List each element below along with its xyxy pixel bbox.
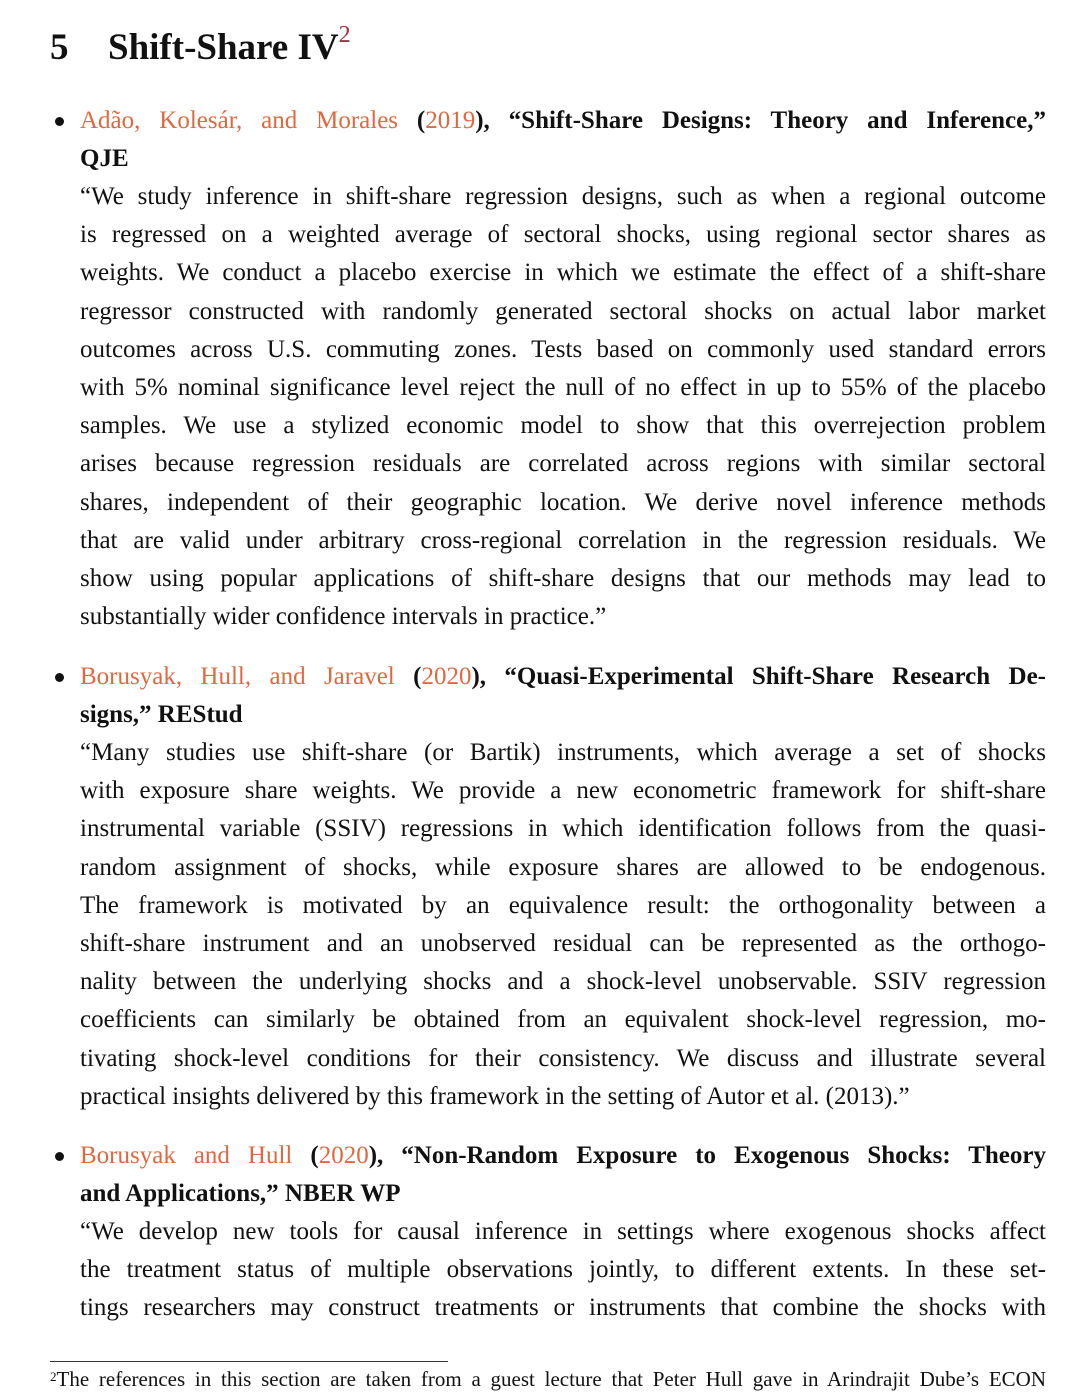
bullet-icon	[55, 673, 64, 682]
title-text: ), “Non-Random Exposure to Exogenous Shocks: Theory	[368, 1142, 1047, 1169]
abstract-line: is regressed on a weighted average of sectoral shocks, using regional sector shares as	[80, 221, 1046, 249]
abstract-line: weights. We conduct a placebo exercise in which we estimate the effect of a shift-share	[80, 259, 1046, 287]
authors-link[interactable]: Borusyak and Hull	[80, 1142, 293, 1169]
abstract-line: show using popular applications of shift-share designs that our methods may lead to	[80, 565, 1046, 592]
abstract-line: substantially wider confidence intervals in practice.”	[80, 603, 607, 631]
reference-header: Borusyak, Hull, and Jaravel (2020), “Quasi-Experimental Shift-Share Research De-	[80, 663, 1046, 690]
abstract-line: with exposure share weights. We provide a new econometric framework for shift-share	[80, 777, 1046, 805]
abstract-line: tings researchers may construct treatments or instruments that combine the shocks with	[80, 1294, 1046, 1322]
abstract-line: shift-share instrument and an unobserved residual can be represented as the orthogo-	[80, 930, 1046, 957]
year-link[interactable]: 2020	[421, 663, 472, 690]
bullet-icon	[55, 1152, 64, 1161]
title-text: ), “Quasi-Experimental Shift-Share Research De-	[471, 663, 1046, 690]
authors-link[interactable]: Borusyak, Hull, and Jaravel	[80, 663, 395, 690]
section-number: 5	[50, 27, 69, 68]
abstract-line: that are valid under arbitrary cross-regional correlation in the regression residuals. We	[80, 526, 1046, 554]
abstract-line: “Many studies use shift-share (or Bartik) instruments, which average a set of shocks	[80, 739, 1046, 766]
footnote-number: 2	[50, 1369, 57, 1384]
abstract-line: “We develop new tools for causal inference in settings where exogenous shocks affect	[80, 1218, 1046, 1245]
abstract-line: nality between the underlying shocks and a shock-level unobservable. SSIV regression	[80, 968, 1046, 996]
footnote-text: The references in this section are taken from a guest lecture that Peter Hull gave in Arindrajit Dube’s ECON	[56, 1367, 1046, 1391]
footnote	[50, 1366, 1046, 1392]
footnote-mark-link[interactable]: 2	[338, 22, 351, 48]
footnote-rule	[50, 1361, 448, 1362]
section-title: Shift-Share IV	[108, 27, 339, 68]
abstract-line: The framework is motivated by an equivalence result: the orthogonality between a	[80, 891, 1046, 919]
abstract-line: random assignment of shocks, while exposure shares are allowed to be endogenous.	[80, 853, 1046, 881]
title-text: ), “Shift-Share Designs: Theory and Inference,”	[475, 107, 1046, 134]
title-venue: QJE	[80, 145, 129, 172]
abstract-line: instrumental variable (SSIV) regressions in which identification follows from the quasi-	[80, 815, 1046, 843]
abstract-line: the treatment status of multiple observations jointly, to different extents. In these set-	[80, 1256, 1046, 1284]
abstract-line: regressor constructed with randomly generated sectoral shocks on actual labor market	[80, 297, 1046, 325]
abstract-line: practical insights delivered by this framework in the setting of Autor et al. (2013).”	[80, 1082, 910, 1110]
abstract-line: tivating shock-level conditions for their consistency. We discuss and illustrate several	[80, 1044, 1046, 1072]
bullet-icon	[55, 117, 64, 126]
abstract-line: outcomes across U.S. commuting zones. Tests based on commonly used standard errors	[80, 335, 1046, 363]
year-link[interactable]: 2020	[318, 1142, 369, 1169]
title-venue: and Applications,” NBER WP	[80, 1180, 401, 1207]
section-heading	[50, 22, 351, 69]
abstract-line: samples. We use a stylized economic model to show that this overrejection problem	[80, 412, 1046, 440]
abstract-line: “We study inference in shift-share regression designs, such as when a regional outcome	[80, 183, 1046, 210]
year-link[interactable]: 2019	[425, 107, 476, 134]
authors-link[interactable]: Adão, Kolesár, and Morales	[80, 107, 399, 134]
abstract-line: shares, independent of their geographic location. We derive novel inference methods	[80, 488, 1046, 516]
reference-header: Borusyak and Hull (2020), “Non-Random Exposure to Exogenous Shocks: Theory	[80, 1142, 1047, 1169]
title-venue: signs,” REStud	[80, 701, 243, 728]
abstract-line: with 5% nominal significance level reject the null of no effect in up to 55% of the placebo	[80, 374, 1046, 401]
reference-header: Adão, Kolesár, and Morales (2019), “Shift-Share Designs: Theory and Inference,”	[80, 107, 1046, 134]
abstract-line: coefficients can similarly be obtained from an equivalent shock-level regression, mo-	[80, 1006, 1046, 1034]
abstract-line: arises because regression residuals are correlated across regions with similar sectoral	[80, 450, 1046, 478]
